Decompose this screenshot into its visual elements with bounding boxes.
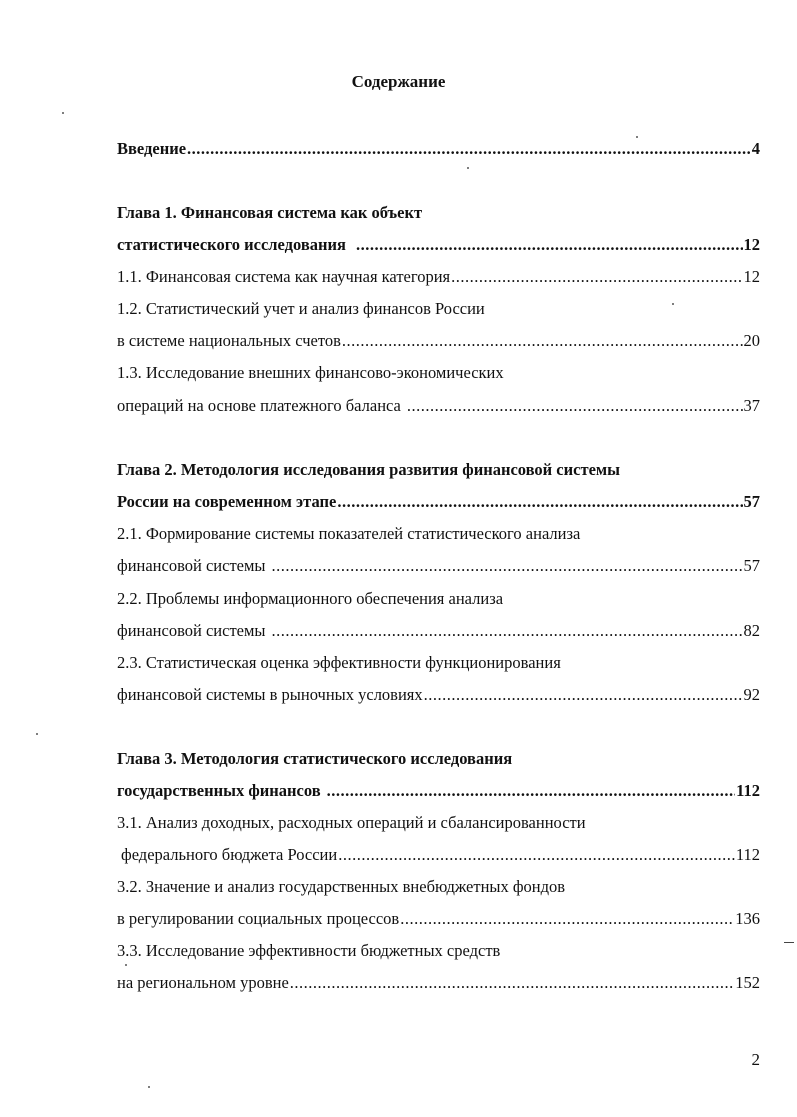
toc-entry-chapter-3[interactable] — [117, 781, 760, 801]
toc-entry-label: статистического исследования — [117, 235, 346, 254]
toc-leader-dots — [272, 556, 743, 576]
toc-leader-dots — [272, 621, 743, 641]
toc-entry-label: России на современном этапе — [117, 492, 337, 511]
toc-entry-1-3-line1: 1.3. Исследование внешних финансово-экономических — [117, 363, 504, 382]
toc-entry-label: операций на основе платежного баланса — [117, 396, 401, 415]
toc-page-number: 152 — [735, 973, 760, 992]
toc-leader-dots — [424, 685, 743, 705]
toc-entry-2-3[interactable] — [117, 685, 760, 705]
toc-page-number: 12 — [743, 267, 760, 286]
toc-leader-dots — [356, 235, 743, 255]
scan-speck — [36, 733, 38, 735]
toc-entry-2-3-line1: 2.3. Статистическая оценка эффективности функционирования — [117, 653, 561, 672]
toc-leader-dots — [187, 139, 751, 159]
scan-mark — [784, 942, 794, 943]
toc-entry-2-1-line1: 2.1. Формирование системы показателей статистического анализа — [117, 524, 581, 543]
toc-entry-label: государственных финансов — [117, 781, 321, 800]
toc-page-number: 136 — [735, 909, 760, 928]
toc-entry-label: в регулировании социальных процессов — [117, 909, 400, 928]
toc-entry-label: финансовой системы в рыночных условиях — [117, 685, 423, 704]
toc-entry-label: финансовой системы — [117, 621, 266, 640]
page-number: 2 — [751, 1050, 760, 1069]
toc-entry-2-1[interactable] — [117, 556, 760, 576]
page-title: Содержание — [351, 72, 446, 91]
toc-entry-label: на региональном уровне — [117, 973, 289, 992]
toc-entry-1-2[interactable] — [117, 331, 760, 351]
toc-entry-label: федерального бюджета России — [121, 845, 338, 864]
toc-page-number: 57 — [743, 556, 760, 575]
toc-page-number: 37 — [743, 396, 760, 415]
toc-entry-2-2-line1: 2.2. Проблемы информационного обеспечения анализа — [117, 589, 504, 608]
scan-speck — [62, 112, 64, 114]
toc-entry-3-3[interactable] — [117, 973, 760, 993]
toc-leader-dots — [337, 492, 742, 512]
toc-entry-3-1-line1: 3.1. Анализ доходных, расходных операций и сбалансированности — [117, 813, 586, 832]
toc-entry-chapter-2[interactable] — [117, 492, 760, 512]
toc-entry-label: в системе национальных счетов — [117, 331, 341, 350]
toc-page-number: 112 — [736, 781, 760, 800]
scan-speck — [125, 964, 127, 966]
toc-entry-3-2-line1: 3.2. Значение и анализ государственных внебюджетных фондов — [117, 877, 566, 896]
toc-leader-dots — [338, 845, 735, 865]
scan-speck — [672, 303, 674, 305]
toc-entry-label: 1.1. Финансовая система как научная категория — [117, 267, 451, 286]
toc-entry-3-1[interactable] — [121, 845, 760, 865]
toc-page-number: 20 — [743, 331, 760, 350]
toc-page-number: 4 — [751, 139, 760, 158]
toc-page-number: 57 — [743, 492, 760, 511]
toc-leader-dots — [290, 973, 734, 993]
toc-entry-3-3-line1: 3.3. Исследование эффективности бюджетных средств — [117, 941, 501, 960]
toc-page-number: 82 — [743, 621, 760, 640]
chapter-3-heading: Глава 3. Методология статистического исследования — [117, 749, 513, 768]
toc-entry-1-3[interactable] — [117, 396, 760, 416]
scan-speck — [148, 1086, 150, 1088]
toc-leader-dots — [327, 781, 736, 801]
toc-entry-2-2[interactable] — [117, 621, 760, 641]
chapter-2-heading: Глава 2. Методология исследования развития финансовой системы — [117, 460, 621, 479]
toc-leader-dots — [400, 909, 734, 929]
toc-leader-dots — [407, 396, 743, 416]
toc-entry-1-2-line1: 1.2. Статистический учет и анализ финансов России — [117, 299, 485, 318]
toc-entry-label: Введение — [117, 139, 187, 158]
toc-entry-chapter-1[interactable] — [117, 235, 760, 255]
toc-page-number: 92 — [743, 685, 760, 704]
chapter-1-heading: Глава 1. Финансовая система как объект — [117, 203, 423, 222]
toc-entry-label: финансовой системы — [117, 556, 266, 575]
toc-page-number: 12 — [743, 235, 760, 254]
scan-speck — [636, 136, 638, 138]
scan-speck — [467, 167, 469, 169]
toc-leader-dots — [451, 267, 742, 287]
toc-page-number: 112 — [735, 845, 760, 864]
toc-leader-dots — [342, 331, 743, 351]
toc-entry-introduction[interactable] — [117, 139, 760, 159]
toc-entry-3-2[interactable] — [117, 909, 760, 929]
toc-entry-1-1[interactable] — [117, 267, 760, 287]
